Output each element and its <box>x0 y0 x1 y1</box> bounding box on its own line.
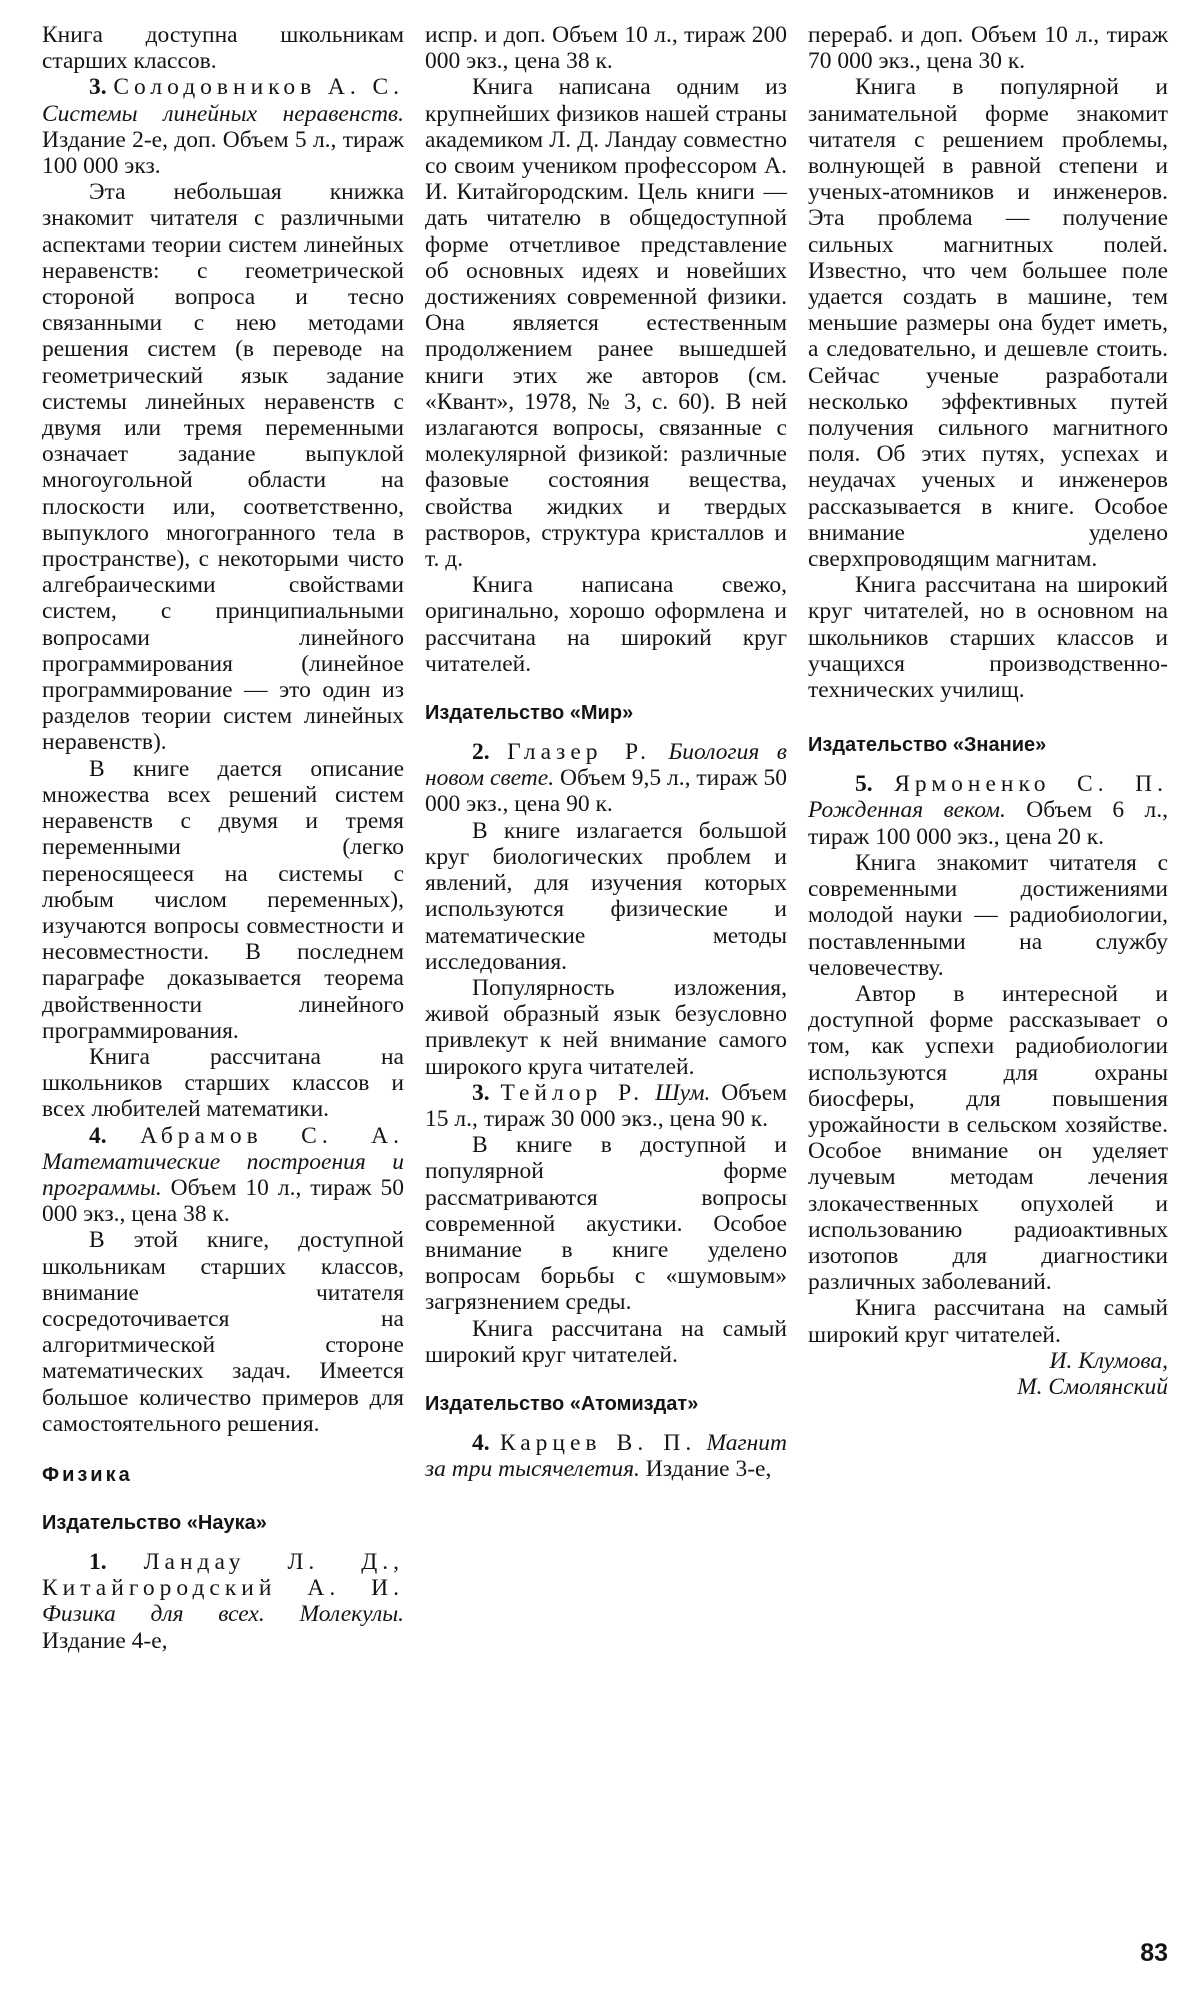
book-title: Биология в новом свете. <box>425 739 787 792</box>
paragraph: В книге излагается большой круг биологических проблем и явлений, для изучения которых используются физические и математические методы исследования. <box>425 817 787 975</box>
entry-number: 3. <box>472 1079 490 1106</box>
book-info: Издание 3-е, <box>645 1456 772 1483</box>
book-title: Магнит за три тысячелетия. <box>425 1429 788 1483</box>
publisher-heading-atomizdat: Издательство «Атомиздат» <box>425 1392 699 1415</box>
book-title: Рожденная веком. <box>808 797 1006 824</box>
entry-number: 1. <box>89 1548 107 1575</box>
book-info: Объем 10 л., тираж 50 000 экз., цена 38 к. <box>42 1174 404 1228</box>
book-info: Объем 6 л., тираж 100 000 экз., цена 20 к. <box>808 797 1168 850</box>
signature-line-2: М. Смолянский <box>1017 1373 1168 1400</box>
book-title: Шум. <box>655 1079 711 1106</box>
entry-number: 4. <box>89 1122 107 1149</box>
book-author: Тейлор Р. <box>500 1079 645 1106</box>
paragraph: Книга знакомит читателя с современными достижениями молодой науки — радиобиологии, поставленными на службу человечеству. <box>808 849 1168 981</box>
section-heading-physics: Физика <box>42 1463 133 1486</box>
entry-number: 2. <box>472 739 490 766</box>
column-2 <box>425 22 787 1482</box>
paragraph: Книга рассчитана на широкий круг читателей, но в основном на школьников старших классов и учащихся производственно-технических училищ. <box>808 572 1168 704</box>
paragraph: Эта небольшая книжка знакомит читателя с различными аспектами теории систем линейных неравенств: с геометрической стороной вопроса и тесно связанными с нею методами решения систем (в переводе на геометрический язык задание системы линейных неравенств с двумя или тремя переменными означает задание выпуклой многоугольной области на плоскости или, соответственно, выпуклого многогранного тела в пространстве), с некоторыми чисто алгебраическими свойствами систем, с принципиальными вопросами линейного программирования (линейное программирование — это один из разделов теории систем линейных неравенств). <box>42 179 404 756</box>
book-entry-yarmonenko <box>808 771 1168 850</box>
paragraph: В этой книге, доступной школьникам старших классов, внимание читателя сосредоточивается на алгоритмической стороне математических задач. Имеется большое количество примеров для самостоятельного решения. <box>42 1227 404 1437</box>
book-entry-abramov <box>42 1123 404 1228</box>
paragraph: перераб. и доп. Объем 10 л., тираж 70 000 экз., цена 30 к. <box>808 22 1168 75</box>
paragraph: Книга написана одним из крупнейших физиков нашей страны академиком Л. Д. Ландау совместно со своим учеником профессором А. И. Китайгородским. Цель книги — дать читателю в общедоступной форме отчетливое представление об основных идеях и новейших достижениях современной физики. Она является естественным продолжением ранее вышедшей книги этих же авторов (см. «Квант», 1978, № 3, с. 60). В ней излагаются вопросы, связанные с молекулярной физикой: различные фазовые состояния вещества, свойства жидких и твердых растворов, структура кристаллов и т. д. <box>425 74 787 573</box>
column-1 <box>42 22 404 1654</box>
book-info: Объем 9,5 л., тираж 50 000 экз., цена 90 к. <box>425 765 788 818</box>
paragraph: В книге дается описание множества всех решений систем неравенств с двумя и тремя переменными (легко переносящееся на системы с любым числом переменных), изучаются вопросы совместности и несовместности. В последнем параграфе доказывается теорема двойственности линейного программирования. <box>42 755 404 1044</box>
book-author: Карцев В. П. <box>499 1429 697 1456</box>
entry-number: 5. <box>855 771 873 798</box>
book-info: Издание 4-е, <box>42 1627 168 1654</box>
book-entry-kartsev <box>425 1430 787 1482</box>
paragraph: Автор в интересной и доступной форме рассказывает о том, как успехи радиобиологии используются для охраны биосферы, для повышения урожайности в сельском хозяйстве. Особое внимание он уделяет лучевым методам лечения злокачественных опухолей и использованию радиоактивных изотопов для диагностики различных заболеваний. <box>808 980 1168 1296</box>
paragraph: Книга рассчитана на самый широкий круг читателей. <box>425 1315 787 1368</box>
paragraph: испр. и доп. Объем 10 л., тираж 200 000 экз., цена 38 к. <box>425 22 787 75</box>
book-entry-glazer <box>425 739 787 818</box>
paragraph: Книга рассчитана на школьников старших классов и всех любителей математики. <box>42 1043 404 1123</box>
book-author: Солодовников А. С. <box>113 74 405 101</box>
book-author: Абрамов С. А. <box>140 1122 405 1149</box>
entry-number: 4. <box>472 1429 490 1456</box>
book-title: Системы линейных неравенств. <box>42 100 404 127</box>
page-number: 83 <box>1140 1939 1168 1967</box>
book-info: Объем 15 л., тираж 30 000 экз., цена 90 к. <box>425 1079 788 1132</box>
book-title: Математические построения и программы. <box>42 1148 404 1201</box>
book-entry-teylor <box>425 1080 787 1132</box>
entry-number: 3. <box>89 74 107 101</box>
signature-line-1: И. Клумова, <box>1049 1347 1168 1374</box>
publisher-heading-nauka: Издательство «Наука» <box>42 1511 267 1534</box>
publisher-heading-mir: Издательство «Мир» <box>425 702 634 725</box>
paragraph: В книге в доступной и популярной форме рассматриваются вопросы современной акустики. Особое внимание в книге уделено вопросам борьбы с «шумовым» загрязнением среды. <box>425 1132 787 1316</box>
paragraph: Популярность изложения, живой образный язык безусловно привлекут к ней внимание самого широкого круга читателей. <box>425 974 787 1080</box>
book-author: Ландау Л. Д., Китайгородский А. И. <box>42 1548 405 1602</box>
publisher-heading-znanie: Издательство «Знание» <box>808 734 1047 757</box>
book-info: Издание 2-е, доп. Объем 5 л., тираж 100 000 экз. <box>42 126 404 180</box>
book-author: Глазер Р. <box>507 739 651 766</box>
book-author: Ярмоненко С. П. <box>894 771 1168 798</box>
paragraph: Книга доступна школьникам старших классов. <box>42 22 404 75</box>
book-entry-solodovnikov <box>42 74 404 179</box>
book-title: Физика для всех. Молекулы. <box>42 1601 404 1628</box>
paragraph: Книга рассчитана на самый широкий круг читателей. <box>808 1295 1168 1348</box>
paragraph: Книга в популярной и занимательной форме знакомит читателя с решением проблемы, волнующей в равной степени и ученых-атомников и инженеров. Эта проблема — получение сильных магнитных полей. Известно, что чем большее поле удается создать в машине, тем меньшие размеры она будет иметь, а следовательно, и дешевле стоить. Сейчас ученые разработали несколько эффективных путей получения сильного магнитного поля. Об этих путях, успехах и неудачах ученых и инженеров рассказывается в книге. Особое внимание уделено сверхпроводящим магнитам. <box>808 74 1168 573</box>
column-3 <box>808 22 1168 1400</box>
paragraph: Книга написана свежо, оригинально, хорошо оформлена и рассчитана на широкий круг читателей. <box>425 572 787 677</box>
book-entry-landau <box>42 1549 404 1654</box>
